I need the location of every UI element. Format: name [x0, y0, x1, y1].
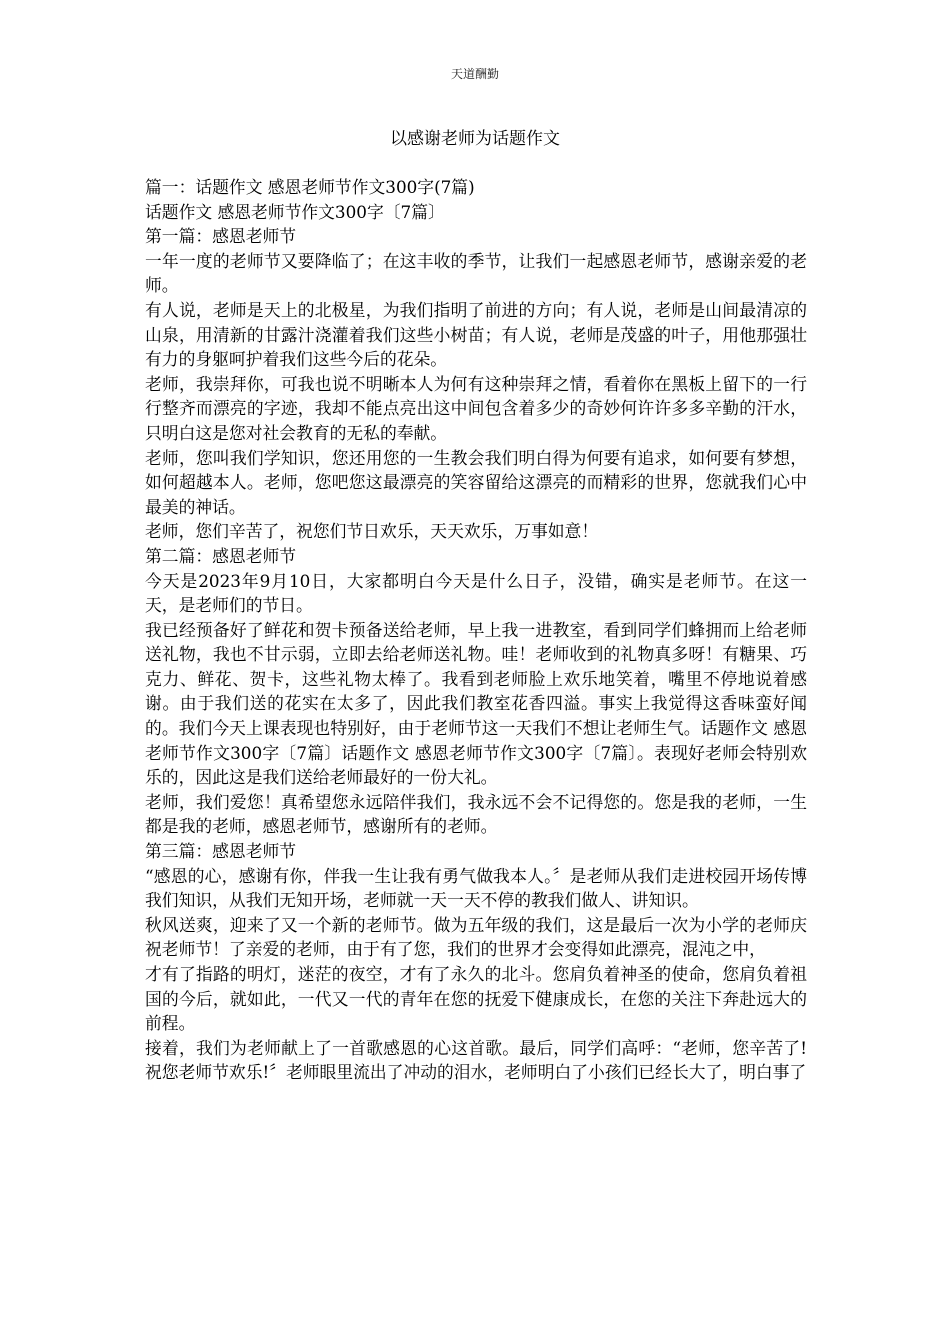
paragraph: 老师，我们爱您！真希望您永远陪伴我们，我永远不会不记得您的。您是我的老师，一生都是我的老师，感恩老师节，感谢所有的老师。	[145, 791, 807, 837]
paragraph: 话题作文 感恩老师节作文300字〔7篇〕	[145, 201, 445, 222]
paragraph: 接着，我们为老师献上了一首歌感恩的心这首歌。最后，同学们高呼：“老师，您辛苦了!祝您老师节欢乐!〞老师眼里流出了冲动的泪水，老师明白了小孩们已经长大了，明白事了	[145, 1037, 807, 1083]
paragraph: 老师，您叫我们学知识，您还用您的一生教会我们明白得为何要有追求，如何要有梦想，如何超越本人。老师，您吧您这最漂亮的笑容留给这漂亮的而精彩的世界，您就我们心中最美的神话。	[145, 447, 807, 517]
document-body	[145, 175, 807, 1085]
paragraph: 今天是2023年9月10日，大家都明白今天是什么日子，没错，确实是老师节。在这一天，是老师们的节日。	[145, 570, 807, 616]
paragraph: 有人说，老师是天上的北极星，为我们指明了前进的方向；有人说，老师是山间最清凉的山泉，用清新的甘露汁浇灌着我们这些小树苗；有人说，老师是茂盛的叶子，用他那强壮有力的身躯呵护着我们这些今后的花朵。	[145, 299, 807, 370]
paragraph: “感恩的心，感谢有你，伴我一生让我有勇气做我本人。〞是老师从我们走进校园开场传博我们知识，从我们无知开场，老师就一天一天不停的教我们做人、讲知识。	[145, 865, 807, 911]
paragraph: 才有了指路的明灯，迷茫的夜空，才有了永久的北斗。您肩负着神圣的使命，您肩负着祖国的今后，就如此，一代又一代的青年在您的抚爱下健康成长，在您的关注下奔赴远大的前程。	[145, 964, 807, 1034]
section-heading: 第一篇：感恩老师节	[145, 226, 297, 247]
paragraph: 我已经预备好了鲜花和贺卡预备送给老师，早上我一进教室，看到同学们蜂拥而上给老师送礼物，我也不甘示弱，立即去给老师送礼物。哇！老师收到的礼物真多呀！有糖果、巧克力、鲜花、贺卡，这些礼物太棒了。我看到老师脸上欢乐地笑着，嘴里不停地说着感谢。由于我们送的花实在太多了，因此我们教室花香四溢。事实上我觉得这香味蛮好闻的。我们今天上课表现也特别好，由于老师节这一天我们不想让老师生气。话题作文 感恩老师节作文300字〔7篇〕话题作文 感恩老师节作文300字〔7篇〕。表现好老师会特别欢乐的，因此这是我们送给老师最好的一份大礼。	[145, 619, 807, 788]
paragraph: 篇一：话题作文 感恩老师节作文300字(7篇)	[145, 177, 475, 197]
page-header: 天道酬勤	[450, 67, 499, 81]
paragraph: 老师，我崇拜你，可我也说不明晰本人为何有这种崇拜之情，看着你在黑板上留下的一行行整齐而漂亮的字迹，我却不能点亮出这中间包含着多少的奇妙何许许多多辛勤的汗水，只明白这是您对社会教育的无私的奉献。	[145, 373, 807, 443]
paragraph: 秋风送爽，迎来了又一个新的老师节。做为五年级的我们，这是最后一次为小学的老师庆祝老师节！了亲爱的老师，由于有了您，我们的世界才会变得如此漂亮，混沌之中，	[145, 914, 807, 960]
section-heading: 第三篇：感恩老师节	[145, 841, 297, 862]
paragraph: 老师，您们辛苦了，祝您们节日欢乐，天天欢乐，万事如意！	[145, 521, 599, 542]
document-title: 以感谢老师为话题作文	[390, 129, 560, 149]
paragraph: 一年一度的老师节又要降临了；在这丰收的季节，让我们一起感恩老师节，感谢亲爱的老师。	[145, 250, 807, 296]
section-heading: 第二篇：感恩老师节	[145, 545, 297, 566]
